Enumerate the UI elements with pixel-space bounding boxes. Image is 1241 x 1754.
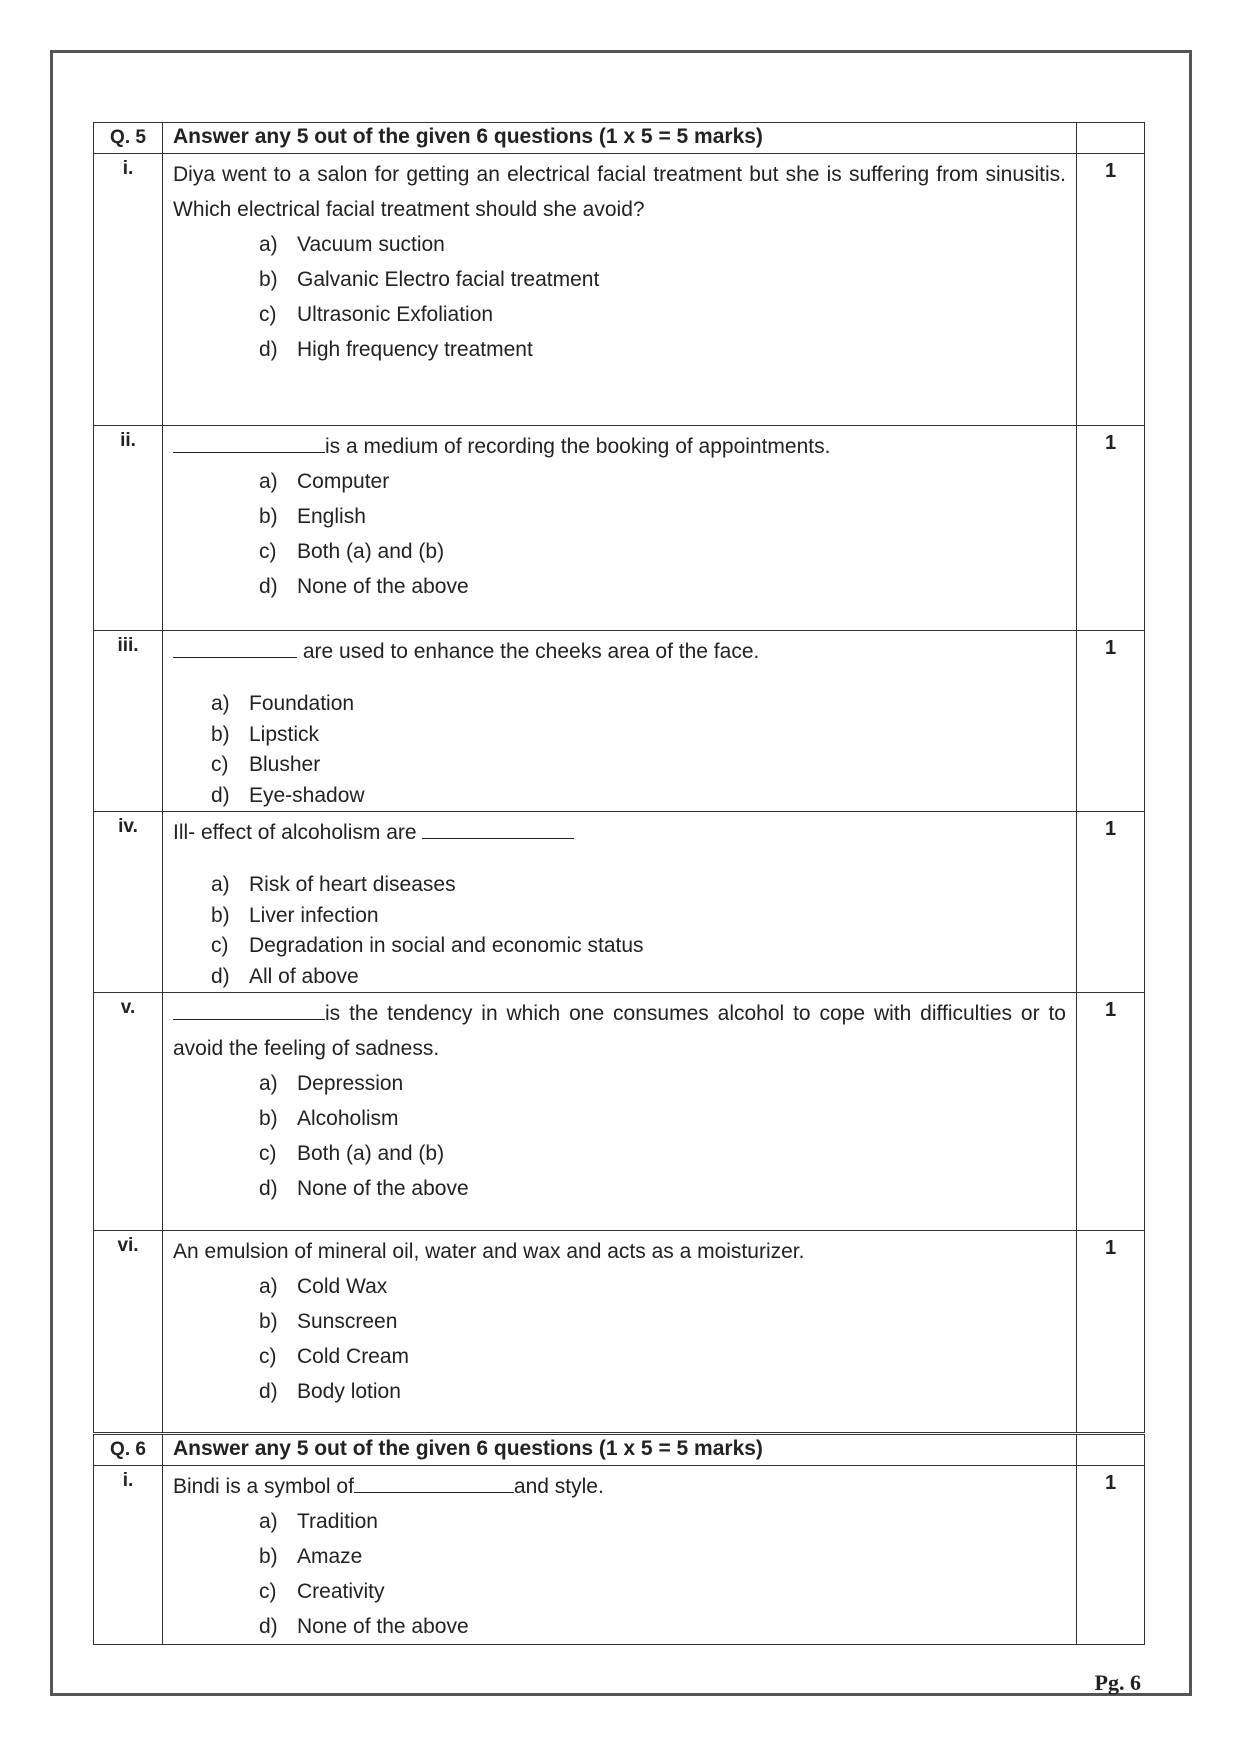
question-text: Diya went to a salon for getting an electrical facial treatment but she is suffering from sinusitis. Which electrical facial treatment should she avoid? xyxy=(173,163,1066,221)
option-c: c) Both (a) and (b) xyxy=(259,540,445,563)
option-b: b) Amaze xyxy=(259,1545,363,1568)
page-number: Pg. 6 xyxy=(1094,1670,1141,1695)
option-d: d) All of above xyxy=(211,964,359,988)
options-list xyxy=(173,464,1066,604)
q6-instruction: Answer any 5 out of the given 6 questions (1 x 5 = 5 marks) xyxy=(163,1435,1077,1466)
q6-marks-header xyxy=(1077,1435,1145,1466)
option-b: b) Lipstick xyxy=(211,722,320,746)
option-a: a) Computer xyxy=(259,470,390,493)
q5-item-vi xyxy=(94,1231,1145,1433)
question-text: An emulsion of mineral oil, water and wax and acts as a moisturizer. xyxy=(173,1240,805,1263)
option-c: c) Ultrasonic Exfoliation xyxy=(259,303,494,326)
q5-item-i xyxy=(94,154,1145,426)
option-a: a) Depression xyxy=(259,1072,404,1095)
option-d: d) None of the above xyxy=(259,1615,469,1638)
marks: 1 xyxy=(1077,812,1145,993)
option-d: d) None of the above xyxy=(259,575,469,598)
options-list xyxy=(173,1269,1066,1409)
option-a: a) Foundation xyxy=(211,692,355,715)
q5-item-ii xyxy=(94,426,1145,631)
marks: 1 xyxy=(1077,426,1145,631)
q6-number: Q. 6 xyxy=(94,1435,163,1466)
q6-item-number: i. xyxy=(94,1466,163,1645)
option-c: c) Blusher xyxy=(211,753,321,776)
question-6-table xyxy=(93,1434,1145,1645)
option-d: d) High frequency treatment xyxy=(259,338,533,361)
option-c: c) Degradation in social and economic status xyxy=(211,934,644,957)
answer-blank xyxy=(173,430,325,453)
question-text: is a medium of recording the booking of appointments. xyxy=(173,429,1066,464)
q5-item-iv xyxy=(94,812,1145,993)
q5-item-number: v. xyxy=(94,993,163,1231)
option-b: b) Galvanic Electro facial treatment xyxy=(259,268,600,291)
option-d: d) Eye-shadow xyxy=(211,783,365,807)
options-list xyxy=(173,227,1066,367)
q6-item-i xyxy=(94,1466,1145,1645)
option-a: a) Vacuum suction xyxy=(259,233,445,256)
options-list xyxy=(173,689,1066,811)
q5-marks-header xyxy=(1077,123,1145,154)
q5-item-number: iii. xyxy=(94,631,163,812)
answer-blank xyxy=(173,635,297,658)
question-text: Bindi is a symbol of and style. xyxy=(173,1469,1066,1504)
question-text: Ill- effect of alcoholism are xyxy=(173,815,1066,850)
marks: 1 xyxy=(1077,993,1145,1231)
q5-item-number: ii. xyxy=(94,426,163,631)
q6-header-row xyxy=(94,1435,1145,1466)
options-list xyxy=(173,1504,1066,1644)
option-c: c) Cold Cream xyxy=(259,1345,410,1368)
answer-blank xyxy=(173,997,325,1020)
q5-item-number: i. xyxy=(94,154,163,426)
option-a: a) Tradition xyxy=(259,1510,378,1533)
option-c: c) Both (a) and (b) xyxy=(259,1142,445,1165)
marks: 1 xyxy=(1077,1231,1145,1433)
options-list xyxy=(173,1066,1066,1206)
option-b: b) English xyxy=(259,505,366,528)
answer-blank xyxy=(422,816,574,839)
question-text: are used to enhance the cheeks area of the face. xyxy=(173,634,1066,669)
q5-item-number: iv. xyxy=(94,812,163,993)
option-c: c) Creativity xyxy=(259,1580,385,1603)
question-text: is the tendency in which one consumes alcohol to cope with difficulties or to avoid the feeling of sadness. xyxy=(173,996,1066,1066)
option-b: b) Liver infection xyxy=(211,903,379,927)
option-b: b) Sunscreen xyxy=(259,1310,398,1333)
q5-item-iii xyxy=(94,631,1145,812)
q5-instruction: Answer any 5 out of the given 6 questions (1 x 5 = 5 marks) xyxy=(163,123,1077,154)
q5-item-number: vi. xyxy=(94,1231,163,1433)
q5-item-v xyxy=(94,993,1145,1231)
answer-blank xyxy=(354,1470,514,1493)
q5-header-row xyxy=(94,123,1145,154)
marks: 1 xyxy=(1077,1466,1145,1645)
option-d: d) None of the above xyxy=(259,1177,469,1200)
question-5-table xyxy=(93,122,1145,1433)
q5-number: Q. 5 xyxy=(94,123,163,154)
option-a: a) Cold Wax xyxy=(259,1275,388,1298)
marks: 1 xyxy=(1077,631,1145,812)
option-a: a) Risk of heart diseases xyxy=(211,873,456,896)
marks: 1 xyxy=(1077,154,1145,426)
option-d: d) Body lotion xyxy=(259,1380,401,1403)
options-list xyxy=(173,870,1066,992)
option-b: b) Alcoholism xyxy=(259,1107,399,1130)
